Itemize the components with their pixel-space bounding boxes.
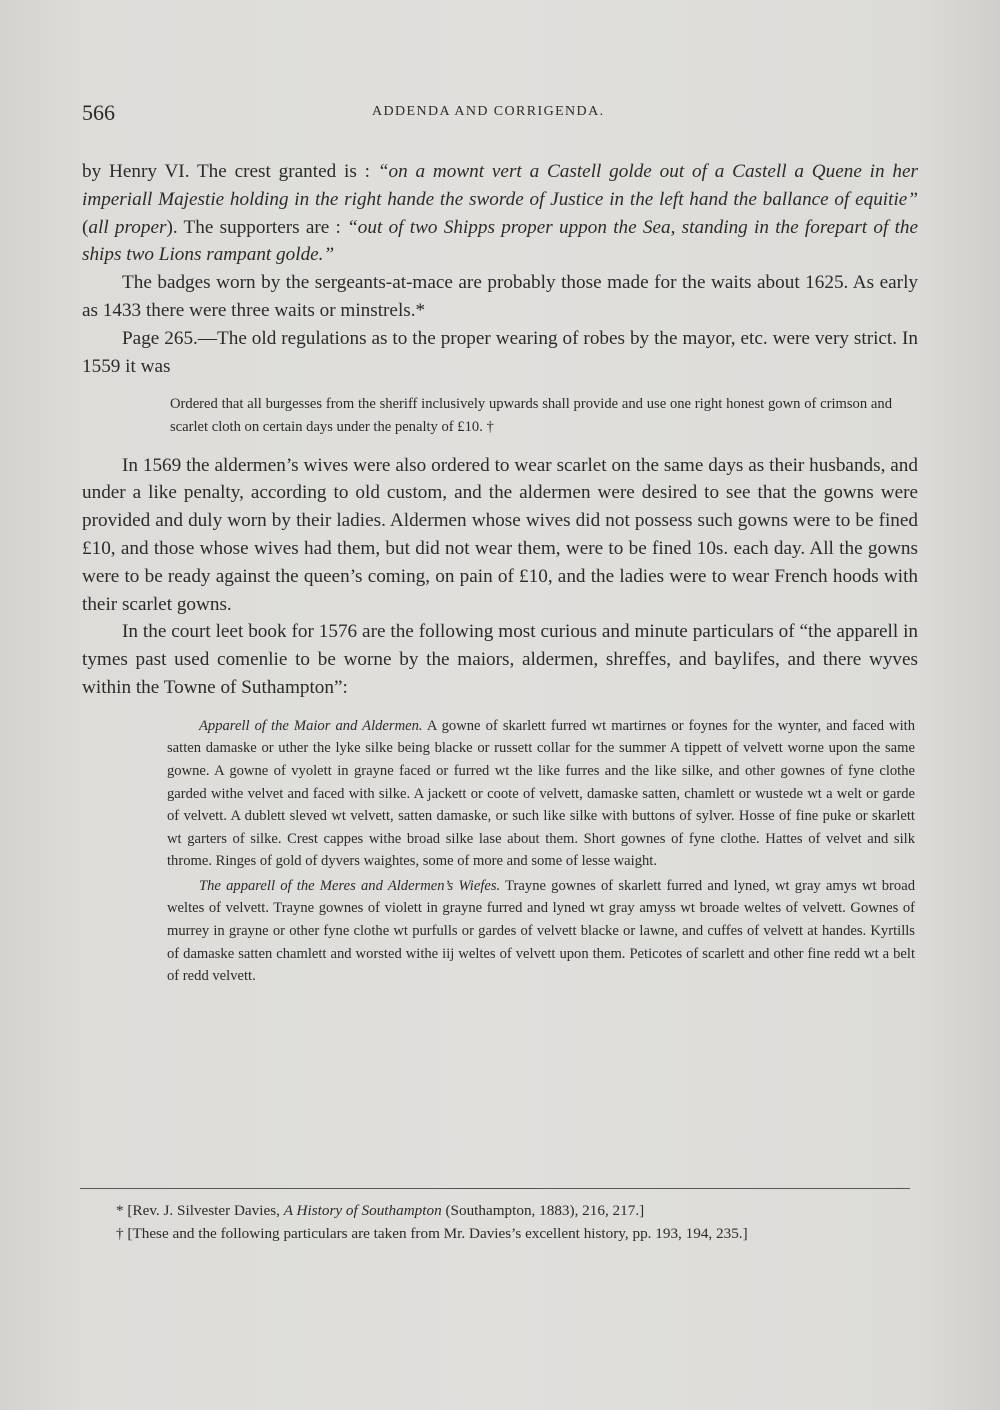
quote-apparell xyxy=(167,715,915,988)
paragraph-crest xyxy=(82,158,918,269)
crest-supporters: ). The supporters are : xyxy=(166,216,348,238)
paragraph-regulations: Page 265.—The old regulations as to the proper wearing of robes by the mayor, etc. were very strict. In 1559 it was xyxy=(82,327,918,377)
quote-ordered xyxy=(170,393,892,438)
footnote-davies xyxy=(82,1200,918,1223)
quote-ordered-text: Ordered that all burgesses from the sheriff inclusively upwards shall provide and use one right honest gown of crimson and scarlet cloth on certain days under the penalty of £10. † xyxy=(170,396,892,435)
quote-wives-title: The apparell of the Meres and Aldermen’s Wiefes. xyxy=(199,877,501,894)
footnote-davies-c: (Southampton, 1883), 216, 217.] xyxy=(441,1202,645,1219)
footnote-rule xyxy=(80,1188,910,1189)
running-head: ADDENDA AND CORRIGENDA. xyxy=(372,104,605,119)
paragraph-aldermens-wives: In 1569 the aldermen’s wives were also ordered to wear scarlet on the same days as their husbands, and under a like penalty, according to old custom, and the aldermen were desired to see that the gowns were provided and duly worn by their ladies. Aldermen whose wives did not possess such gowns were to be fined £10, and those whose wives had them, but did not wear them, were to be fined 10s. each day. All the gowns were to be ready against the queen’s coming, on pain of £10, and the ladies were to wear French hoods with their scarlet gowns. xyxy=(82,454,918,615)
quote-maior-text: A gowne of skarlett furred wt martirnes or foynes for the wynter, and faced with satten damaske or uther the lyke silke being blacke or russett collar for the summer A tippett of velvett worne upon the same gowne. A gowne of vyolett in grayne faced or furred wt the like furres and the like silke, and other gownes of fyne clothe garded withe velvet and faced with silke. A jackett or coote of velvett, damaske satten, chamlett or wustede wt a welt or garde of velvett. A dublett sleved wt velvett, satten damaske, or such like silke with buttons of sylver. Hosse of fine puke or skarlett wt garters of silke. Crest cappes withe broad silke lase about them. Short gownes of fyne clothe. Hattes of velvet and silk throme. Ringes of gold of dyvers waightes, some of more and some of lesse waight. xyxy=(167,717,915,870)
quote-wives-text: Trayne gownes of skarlett furred and lyned, wt gray amys wt broad weltes of velvett. Trayne gownes of violett in grayne furred and lyned wt gray amyss wt broade weltes of velvett. Gownes of murrey in grayne or other fyne clothe wt purfulls or gardes of velvett blacke or lawne, and cuffes of velvett at handes. Kyrtills of damaske satten chamlett and worsted withe iij weltes of velvett upon them. Peticotes of scarlett and other fine redd wt a belt of redd velvett. xyxy=(167,877,915,985)
crest-intro: by Henry VI. The crest granted is : xyxy=(82,161,378,182)
page-number: 566 xyxy=(82,100,115,125)
footnotes xyxy=(82,1200,918,1245)
paragraph-court-leet: In the court leet book for 1576 are the following most curious and minute particulars of “the apparell in tymes past used comenlie to be worne by the maiors, aldermen, shreffes, and baylifes, and there wyves within the Towne of Suthampton”: xyxy=(82,621,918,698)
quote-wives xyxy=(167,875,915,988)
supporters-quote: “out of two Shipps proper uppon the Sea, standing in the forepart of the ships two Lions rampant golde.” xyxy=(82,216,919,266)
footnote-davies-title: A History of Southampton xyxy=(283,1202,442,1219)
paragraph-badges: The badges worn by the sergeants-at-mace are probably those made for the waits about 1625. As early as 1433 there were three waits or minstrels.* xyxy=(82,272,918,321)
quote-maior-title: Apparell of the Maior and Aldermen. xyxy=(199,717,423,734)
crest-all-proper: all proper xyxy=(88,216,167,238)
main-text xyxy=(82,158,918,996)
quote-maior-aldermen xyxy=(167,715,915,873)
crest-quote: “on a mownt vert a Castell golde out of a Castell a Quene in her imperiall Majestie holding in the right hande the sworde of Justice in the left hand the ballance of equitie” xyxy=(82,161,918,210)
page-header xyxy=(82,100,920,130)
footnote-particulars: † [These and the following particulars are taken from Mr. Davies’s excellent history, pp. 193, 194, 235.] xyxy=(116,1224,748,1242)
footnote-davies-a: * [Rev. J. Silvester Davies, xyxy=(116,1202,284,1219)
crest-paren-open: ( xyxy=(82,216,89,238)
